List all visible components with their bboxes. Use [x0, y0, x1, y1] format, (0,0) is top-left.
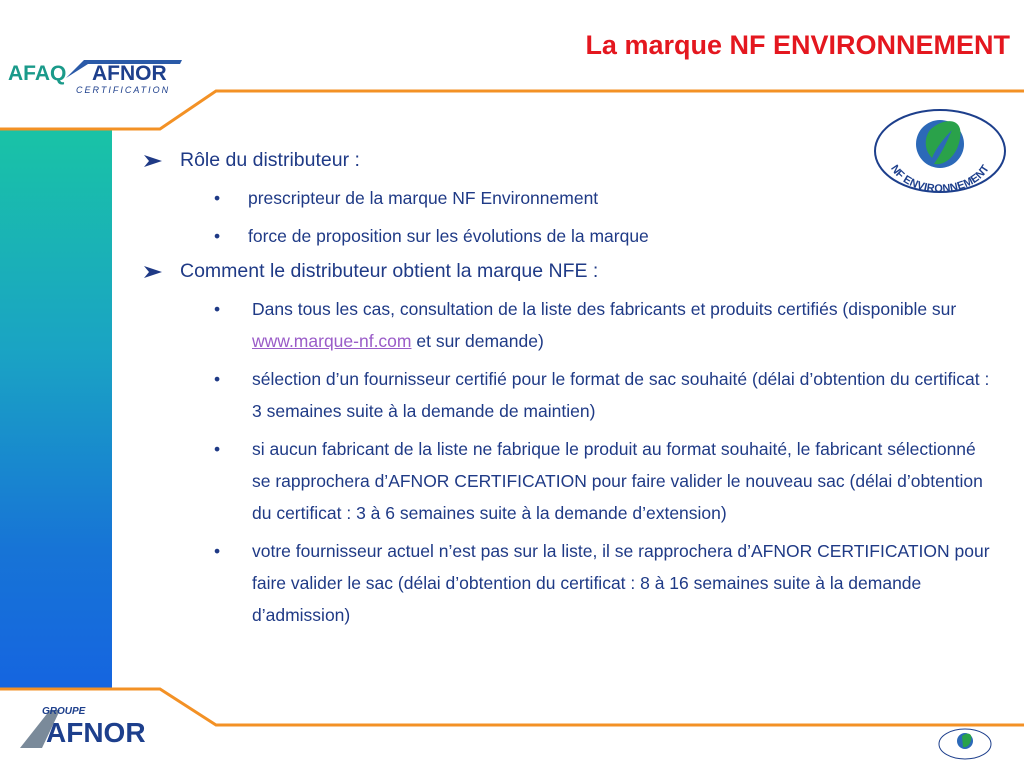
slide-title: La marque NF ENVIRONNEMENT: [585, 30, 1010, 60]
afaq-afnor-certification-logo: [6, 50, 186, 100]
groupe-afnor-logo: [20, 700, 170, 750]
list-item: • si aucun fabricant de la liste ne fabrique le produit au format souhaité, le fabricant sélectionné se rapprochera d’AFNOR CERTIFICATION pour faire valider le nouveau sac (délai d’obtention du certificat : 3 à 6 semaines suite à la demande d’extension): [144, 433, 994, 529]
slide-content: [144, 145, 994, 637]
list-item: • Dans tous les cas, consultation de la liste des fabricants et produits certifiés (disponible sur www.marque-nf.com et sur demande): [144, 293, 994, 357]
svg-text:CERTIFICATION: CERTIFICATION: [76, 85, 171, 95]
svg-text:AFNOR: AFNOR: [46, 717, 146, 748]
arrow-bullet-icon: [144, 155, 162, 167]
bullet-dot: •: [214, 188, 221, 208]
list-item: • force de proposition sur les évolutions de la marque: [144, 220, 994, 252]
list-item: • sélection d’un fournisseur certifié pour le format de sac souhaité (délai d’obtention du certificat : 3 semaines suite à la demande de maintien): [144, 363, 994, 427]
svg-text:AFAQ: AFAQ: [8, 62, 67, 85]
arrow-bullet-icon: [144, 266, 162, 278]
svg-text:GROUPE: GROUPE: [42, 706, 86, 717]
bullet-dot: •: [214, 299, 221, 319]
list-item: • prescripteur de la marque NF Environnement: [144, 182, 994, 214]
bullet-dot: •: [214, 541, 221, 561]
bullet-dot: •: [214, 369, 221, 389]
nf-environnement-badge-small: [937, 728, 993, 760]
left-gradient-band: [0, 129, 112, 689]
marque-nf-link[interactable]: www.marque-nf.com: [252, 331, 412, 351]
section-heading: Rôle du distributeur :: [144, 147, 994, 174]
svg-text:AFNOR: AFNOR: [92, 62, 167, 85]
section-heading: Comment le distributeur obtient la marque NFE :: [144, 258, 994, 285]
svg-text:NF ENVIRONNEMENT: NF ENVIRONNEMENT: [888, 162, 992, 194]
bullet-dot: •: [214, 439, 221, 459]
bullet-dot: •: [214, 226, 221, 246]
list-item: • votre fournisseur actuel n’est pas sur la liste, il se rapprochera d’AFNOR CERTIFICATION pour faire valider le sac (délai d’obtention du certificat : 8 à 16 semaines suite à la demande d’admission): [144, 535, 994, 631]
